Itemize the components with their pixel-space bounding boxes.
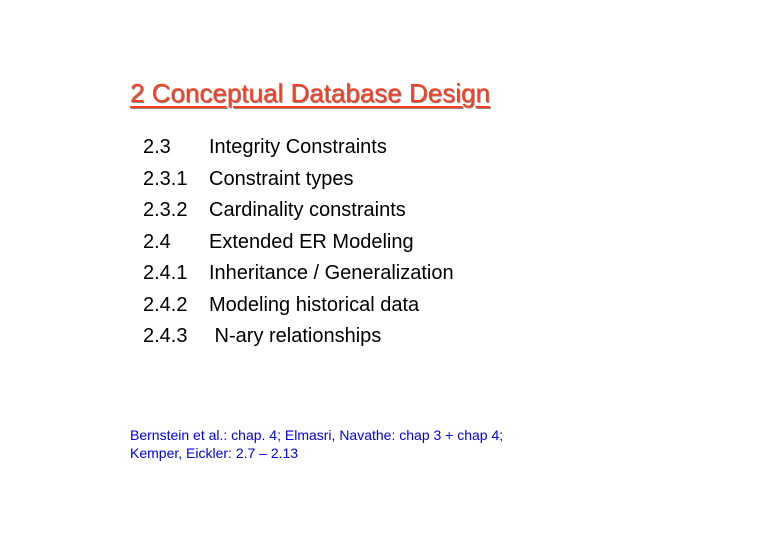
toc-item-label: Inheritance / Generalization	[209, 262, 454, 285]
reference-line: Bernstein et al.: chap. 4; Elmasri, Navathe: chap 3 + chap 4;	[130, 427, 504, 443]
toc-item-number: 2.4.1	[143, 262, 188, 285]
toc-item-number: 2.4.2	[143, 293, 188, 316]
toc-item-label: Cardinality constraints	[209, 199, 406, 222]
toc-item-number: 2.3.1	[143, 167, 188, 190]
references	[130, 426, 503, 462]
toc-item	[143, 321, 454, 353]
reference-line: Kemper, Eickler: 2.7 – 2.13	[130, 445, 299, 461]
slide-title: 2 Conceptual Database Design	[130, 78, 490, 108]
toc-item	[143, 164, 454, 196]
toc-item-number: 2.4	[143, 230, 171, 253]
toc-item-label: Integrity Constraints	[209, 136, 387, 159]
toc-item	[143, 132, 454, 164]
toc-item	[143, 227, 454, 259]
toc-item-label: N-ary relationships	[209, 325, 382, 348]
toc-item-label: Constraint types	[209, 167, 354, 190]
toc-item	[143, 195, 454, 227]
toc-item-label: Extended ER Modeling	[209, 230, 414, 253]
toc-item-number: 2.4.3	[143, 325, 188, 348]
table-of-contents	[143, 132, 454, 353]
toc-item-number: 2.3.2	[143, 199, 188, 222]
toc-item	[143, 258, 454, 290]
toc-item	[143, 290, 454, 322]
toc-item-number: 2.3	[143, 136, 171, 159]
toc-item-label: Modeling historical data	[209, 293, 420, 316]
